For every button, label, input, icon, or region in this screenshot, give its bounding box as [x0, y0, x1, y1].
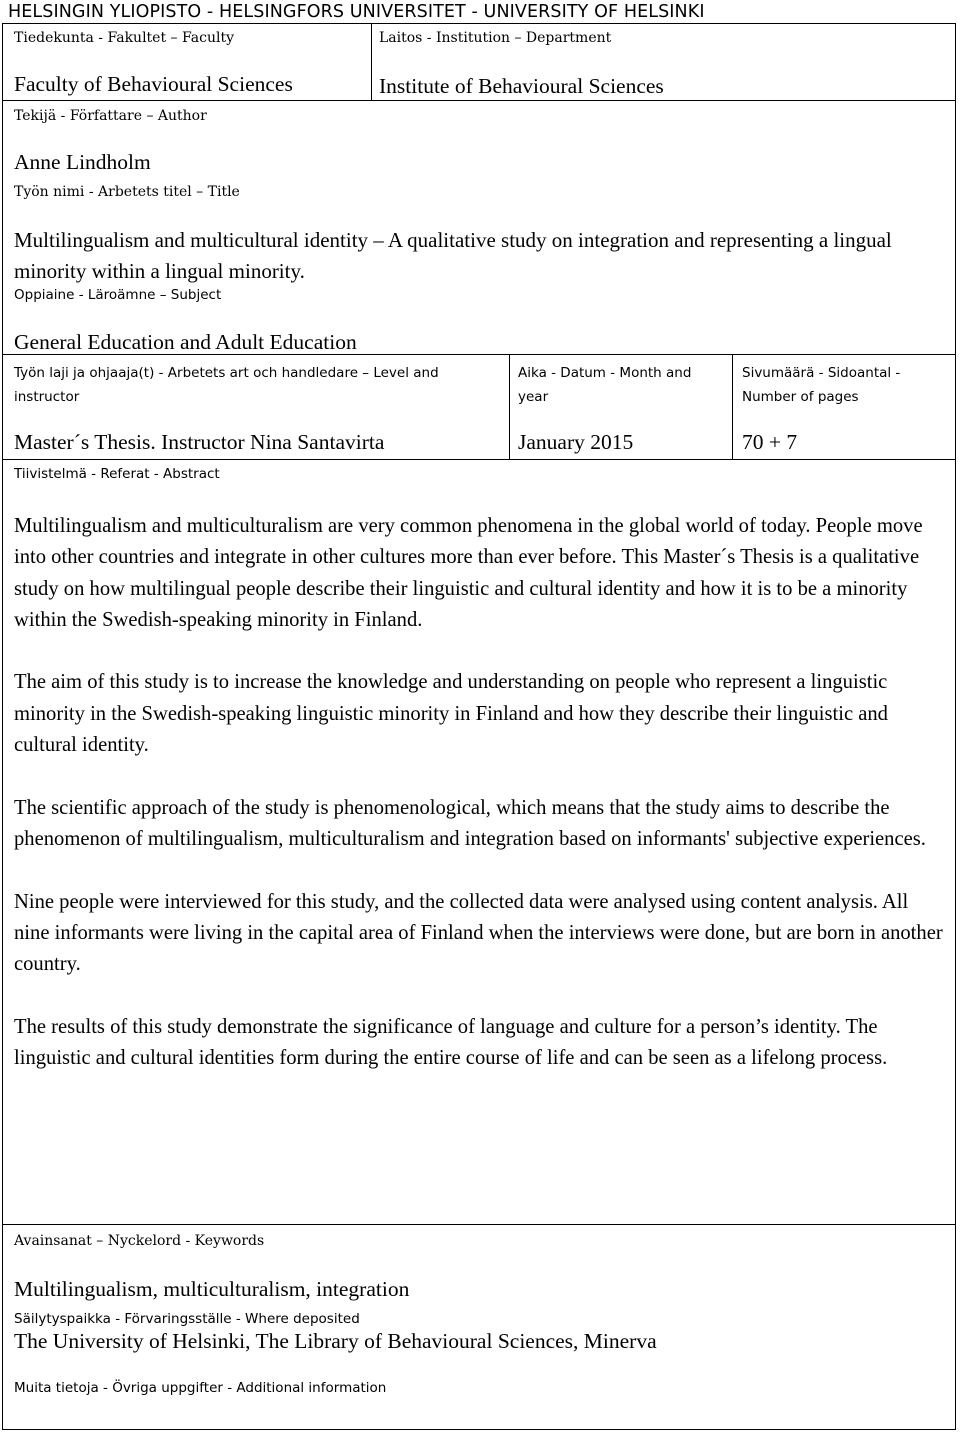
subject-label: Oppiaine - Läroämne – Subject	[14, 287, 222, 303]
abstract-body	[14, 511, 944, 1106]
department-label: Laitos - Institution – Department	[379, 30, 612, 46]
date-value: January 2015	[518, 430, 634, 454]
date-label: Aika - Datum - Month and year	[518, 365, 692, 405]
rule	[2, 100, 372, 101]
title-label: Työn nimi - Arbetets titel – Title	[14, 184, 240, 200]
rule	[372, 100, 956, 101]
deposited-label: Säilytyspaikka - Förvaringsställe - Where deposited	[14, 1311, 360, 1327]
rule	[2, 459, 956, 460]
deposited-value: The University of Helsinki, The Library of Behavioural Sciences, Minerva	[14, 1329, 657, 1353]
keywords-label: Avainsanat – Nyckelord - Keywords	[14, 1233, 265, 1249]
author-value: Anne Lindholm	[14, 150, 151, 174]
keywords-value: Multilingualism, multiculturalism, integration	[14, 1277, 410, 1301]
pages-value: 70 + 7	[742, 430, 798, 454]
additional-info-label: Muita tietoja - Övriga uppgifter - Additional information	[14, 1380, 387, 1396]
divider	[371, 23, 372, 101]
divider	[732, 354, 733, 460]
abstract-paragraph: The aim of this study is to increase the knowledge and understanding on people who represent a linguistic minority in the Swedish-speaking linguistic minority in Finland and how they describe their linguistic and cultural identity.	[14, 671, 888, 757]
thesis-title: Multilingualism and multicultural identity – A qualitative study on integration and representing a lingual minority within a lingual minority.	[14, 228, 892, 283]
abstract-label: Tiivistelmä - Referat - Abstract	[14, 466, 220, 482]
faculty-value: Faculty of Behavioural Sciences	[14, 72, 293, 96]
abstract-paragraph: Multilingualism and multiculturalism are very common phenomena in the global world of today. People move into other countries and integrate in other cultures more than ever before. This Master´s Thesis is a qualitative study on how multilingual people describe their linguistic and cultural identity and how it is to be a minority within the Swedish-speaking minority in Finland.	[14, 515, 923, 631]
department-value: Institute of Behavioural Sciences	[379, 74, 664, 98]
level-label: Työn laji ja ohjaaja(t) - Arbetets art och handledare – Level and instructor	[14, 365, 439, 405]
pages-label: Sivumäärä - Sidoantal - Number of pages	[742, 365, 901, 405]
university-header: HELSINGIN YLIOPISTO - HELSINGFORS UNIVERSITET - UNIVERSITY OF HELSINKI	[8, 2, 705, 22]
subject-value: General Education and Adult Education	[14, 330, 357, 354]
abstract-paragraph: Nine people were interviewed for this study, and the collected data were analysed using content analysis. All nine informants were living in the capital area of Finland when the interviews were done, but are born in another country.	[14, 890, 943, 976]
abstract-paragraph: The results of this study demonstrate the significance of language and culture for a person’s identity. The linguistic and cultural identities form during the entire course of life and can be seen as a lifelong process.	[14, 1015, 888, 1070]
faculty-label: Tiedekunta - Fakultet – Faculty	[14, 30, 234, 46]
abstract-paragraph: The scientific approach of the study is phenomenological, which means that the study aims to describe the phenomenon of multilingualism, multiculturalism and integration based on informants' subjective experiences.	[14, 796, 926, 850]
rule	[2, 1224, 956, 1225]
author-label: Tekijä - Författare – Author	[14, 108, 207, 124]
level-value: Master´s Thesis. Instructor Nina Santavirta	[14, 430, 385, 454]
divider	[509, 354, 510, 460]
